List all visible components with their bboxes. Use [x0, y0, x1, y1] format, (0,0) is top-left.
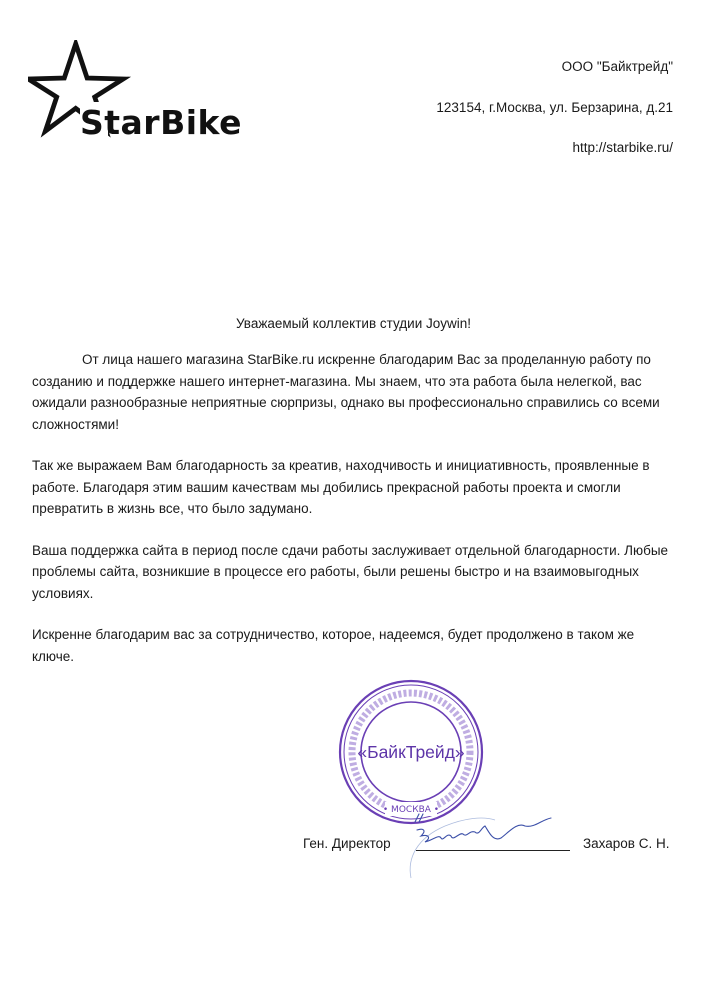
company-address: 123154, г.Москва, ул. Берзарина, д.21	[436, 99, 673, 115]
stamp-bottom-text: • МОСКВА •	[382, 805, 440, 815]
paragraph-3: Ваша поддержка сайта в период после сдачи работы заслуживает отдельной благодарности. Любые проблемы сайта, возникшие в процессе его работы, были решены быстро и на взаимовыгодных условиях.	[32, 542, 669, 601]
signatory-title: Ген. Директор	[303, 836, 391, 851]
starbike-logo	[28, 40, 258, 140]
stamp-center-text: «БайкТрейд»	[357, 742, 465, 762]
signatory-name: Захаров С. Н.	[583, 836, 670, 851]
paragraph-1: От лица нашего магазина StarBike.ru искренне благодарим Вас за проделанную работу по созданию и поддержке нашего интернет-магазина. Мы знаем, что эта работа была нелегкой, вас ожидали разнообразные неприятные сюрпризы, однако вы профессионально справились со всеми сложностями!	[32, 352, 660, 432]
company-details	[436, 60, 673, 182]
letter-greeting: Уважаемый коллектив студии Joywin!	[235, 316, 472, 331]
star-outline-icon	[28, 40, 258, 140]
handwritten-signature	[405, 808, 565, 888]
company-website[interactable]: http://starbike.ru/	[572, 140, 673, 155]
letter-body	[32, 349, 672, 687]
company-stamp	[337, 678, 485, 826]
paragraph-4: Искренне благодарим вас за сотрудничество, которое, надеемся, будет продолжено в таком же ключе.	[32, 627, 635, 664]
brand-name: StarBike	[80, 103, 242, 140]
company-name: ООО "Байктрейд"	[561, 59, 673, 74]
paragraph-2: Так же выражаем Вам благодарность за креатив, находчивость и инициативность, проявленные в работе. Благодаря этим вашим качествам мы добились прекрасной работы проекта и смогли превратить в жизнь все, что было задумано.	[32, 458, 650, 516]
signature-line	[416, 850, 570, 851]
